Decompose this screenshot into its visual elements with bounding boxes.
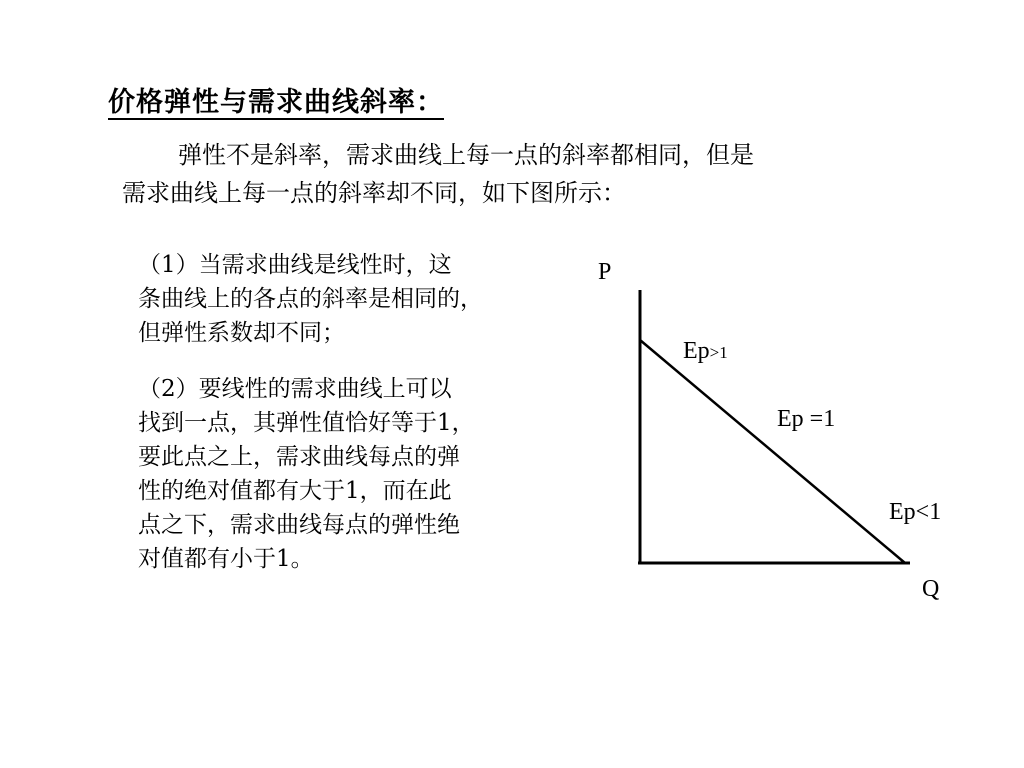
point-1-line: 条曲线上的各点的斜率是相同的， <box>138 286 483 312</box>
point-1-paragraph <box>138 248 578 350</box>
elastic-label-sub: >1 <box>709 343 728 362</box>
price-axis-label: P <box>598 259 612 285</box>
unit-elastic-label: Ep =1 <box>777 406 836 432</box>
quantity-axis-label: Q <box>922 576 940 602</box>
point-2-line: 要此点之上，需求曲线每点的弹 <box>138 444 460 470</box>
point-2-line: 点之下，需求曲线每点的弹性绝 <box>138 512 460 538</box>
point-2-paragraph <box>138 372 578 576</box>
point-2-line: 性的绝对值都有大于1，而在此 <box>138 478 452 504</box>
elastic-label-main: Ep <box>683 338 710 364</box>
point-1-line: 但弹性系数却不同； <box>138 320 345 346</box>
intro-line-1: 弹性不是斜率，需求曲线上每一点的斜率都相同，但是 <box>178 141 754 169</box>
point-1-line: （1）当需求曲线是线性时，这 <box>138 252 452 278</box>
point-2-line: 找到一点，其弹性值恰好等于1， <box>138 410 475 436</box>
intro-line-2: 需求曲线上每一点的斜率却不同，如下图所示： <box>122 179 626 207</box>
elastic-label <box>683 338 728 364</box>
slide-title: 价格弹性与需求曲线斜率： <box>108 87 444 118</box>
point-2-line: （2）要线性的需求曲线上可以 <box>138 376 452 402</box>
inelastic-label: Ep<1 <box>889 499 942 525</box>
point-2-line: 对值都有小于1。 <box>138 546 314 572</box>
demand-curve-diagram <box>580 250 980 610</box>
demand-curve <box>640 340 905 563</box>
